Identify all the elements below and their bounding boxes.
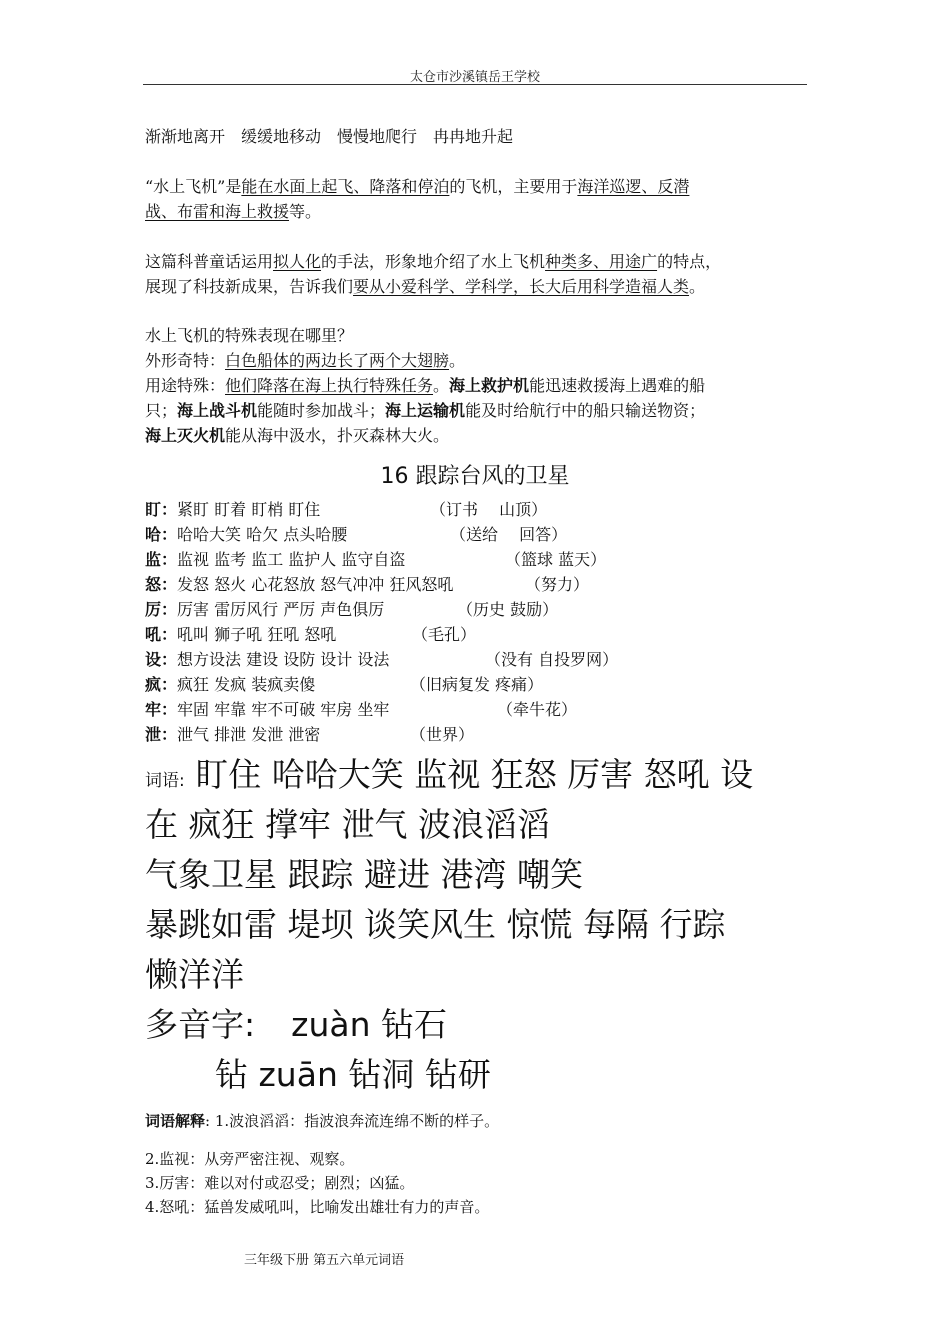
similar-characters: （订书 山顶） [430,500,548,519]
character-key: 设： [145,650,178,669]
underlined-text: 海洋巡逻、反潜 [577,177,690,196]
paragraph-summary-cont [145,277,705,297]
character-row [145,497,548,522]
character-words: 泄气 排泄 发泄 泄密 [177,725,321,744]
vocab-line-1 [145,750,753,806]
explanation-text: : 1.波浪滔滔：指波浪奔流连绵不断的样子。 [205,1112,500,1130]
shape-feature-line [145,351,465,371]
question-line: 水上飞机的特殊表现在哪里？ [145,326,354,345]
underlined-text: 种类多、用途广 [545,252,658,271]
label: 外形奇特： [145,351,226,370]
text: 能随时参加战斗； [257,401,386,420]
text: 的特点， [657,252,722,271]
underlined-text: 拟人化 [273,252,322,271]
phrases-line: 渐渐地离开 缓缓地移动 慢慢地爬行 冉冉地升起 [145,127,514,146]
character-row [145,672,544,697]
character-words: 发怒 怒火 心花怒放 怒气冲冲 狂风怒吼 [177,575,454,594]
text: 能迅速救援海上遇难的船 [529,376,706,395]
text: 能从海中汲水，扑灭森林大火。 [225,426,450,445]
vocab-label: 词语: [145,771,185,791]
character-row [145,622,477,647]
character-words: 哈哈大笑 哈欠 点头哈腰 [177,525,348,544]
paragraph-summary [145,252,721,272]
similar-characters: （努力） [525,575,590,594]
character-row [145,597,559,622]
bold-term: 海上战斗机 [177,401,258,420]
use-feature-line [145,376,705,396]
character-words: 监视 监考 监工 监护人 监守自盗 [177,550,406,569]
vocab-line-3: 气象卫星 跟踪 避进 港湾 嘲笑 [145,855,583,894]
use-feature-line-2 [145,401,705,421]
underlined-text: 他们降落在海上执行特殊任务 [225,376,434,395]
polyphone-reading: zuàn 钻石 [291,1005,447,1044]
text: 的手法，形象地介绍了水上飞机 [321,252,546,271]
page-footer: 三年级下册 第五六单元词语 [244,1253,405,1268]
paragraph-seaplane-definition [145,177,689,197]
bold-term: 海上救护机 [449,376,530,395]
character-words: 牢固 牢靠 牢不可破 牢房 坐牢 [177,700,390,719]
text: 的飞机，主要用于 [449,177,578,196]
similar-characters: （毛孔） [412,625,477,644]
text: 只； [145,401,178,420]
similar-characters: （旧病复发 疼痛） [410,675,544,694]
character-words: 紧盯 盯着 盯梢 盯住 [177,500,321,519]
character-words: 厉害 雷厉风行 严厉 声色俱厉 [177,600,385,619]
similar-characters: （没有 自投罗网） [485,650,619,669]
explanation-line-3: 3.厉害：难以对付或忍受；剧烈；凶猛。 [145,1174,415,1192]
similar-characters: （牵牛花） [497,700,578,719]
text: 。 [449,351,466,370]
similar-characters: （篮球 蓝天） [505,550,607,569]
character-row [145,697,578,722]
explanation-line-1 [145,1109,499,1133]
vocab-line-5: 懒洋洋 [145,955,244,994]
character-key: 怒： [145,575,178,594]
similar-characters: （送给 回答） [450,525,568,544]
vocab-line-2: 在 疯狂 撑牢 泄气 波浪滔滔 [145,805,550,844]
character-key: 厉： [145,600,178,619]
label: 用途特殊： [145,376,226,395]
character-row [145,572,590,597]
polyphone-line-2: 钻 zuān 钻洞 钻研 [215,1055,491,1094]
character-words: 吼叫 狮子吼 狂吼 怒吼 [177,625,337,644]
character-row [145,647,619,672]
explanation-label: 词语解释 [145,1112,206,1130]
bold-term: 海上运输机 [385,401,466,420]
paragraph-seaplane-definition-cont [145,202,321,222]
polyphone-line-1 [145,1000,447,1050]
text: “水上飞机”是 [145,177,242,196]
character-row [145,722,475,747]
similar-characters: （历史 鼓励） [457,600,559,619]
character-row [145,522,568,547]
character-key: 疯： [145,675,178,694]
explanation-line-2: 2.监视：从旁严密注视、观察。 [145,1150,355,1168]
polyphone-label: 多音字: [145,1005,256,1044]
text: 。 [433,376,450,395]
underlined-text: 白色船体的两边长了两个大翅膀 [225,351,450,370]
underlined-text: 战、布雷和海上救援 [145,202,290,221]
text: 。 [689,277,706,296]
use-feature-line-3 [145,426,449,446]
text: 等。 [289,202,322,221]
explanation-line-4: 4.怒吼：猛兽发威吼叫，比喻发出雄壮有力的声音。 [145,1198,490,1216]
page-header: 太仓市沙溪镇岳王学校 [409,70,540,85]
character-key: 哈： [145,525,178,544]
character-key: 吼： [145,625,178,644]
character-key: 泄： [145,725,178,744]
text: 这篇科普童话运用 [145,252,274,271]
similar-characters: （世界） [410,725,475,744]
text: 展现了科技新成果，告诉我们 [145,277,354,296]
character-words: 想方设法 建设 设防 设计 设法 [177,650,390,669]
character-key: 牢： [145,700,178,719]
text: 能及时给航行中的船只输送物资； [465,401,706,420]
character-key: 监： [145,550,178,569]
bold-term: 海上灭火机 [145,426,226,445]
vocab-line-4: 暴跳如雷 堤坝 谈笑风生 惊慌 每隔 行踪 [145,905,726,944]
character-row [145,547,607,572]
header-rule [143,84,807,85]
vocab-words: 盯住 哈哈大笑 监视 狂怒 厉害 怒吼 设 [184,755,754,794]
underlined-text: 能在水面上起飞、降落和停泊 [241,177,450,196]
lesson-title: 16 跟踪台风的卫星 [380,464,570,489]
character-list [145,497,619,747]
character-words: 疯狂 发疯 装疯卖傻 [177,675,316,694]
character-key: 盯： [145,500,178,519]
underlined-text: 要从小爱科学、学科学，长大后用科学造福人类 [353,277,690,296]
